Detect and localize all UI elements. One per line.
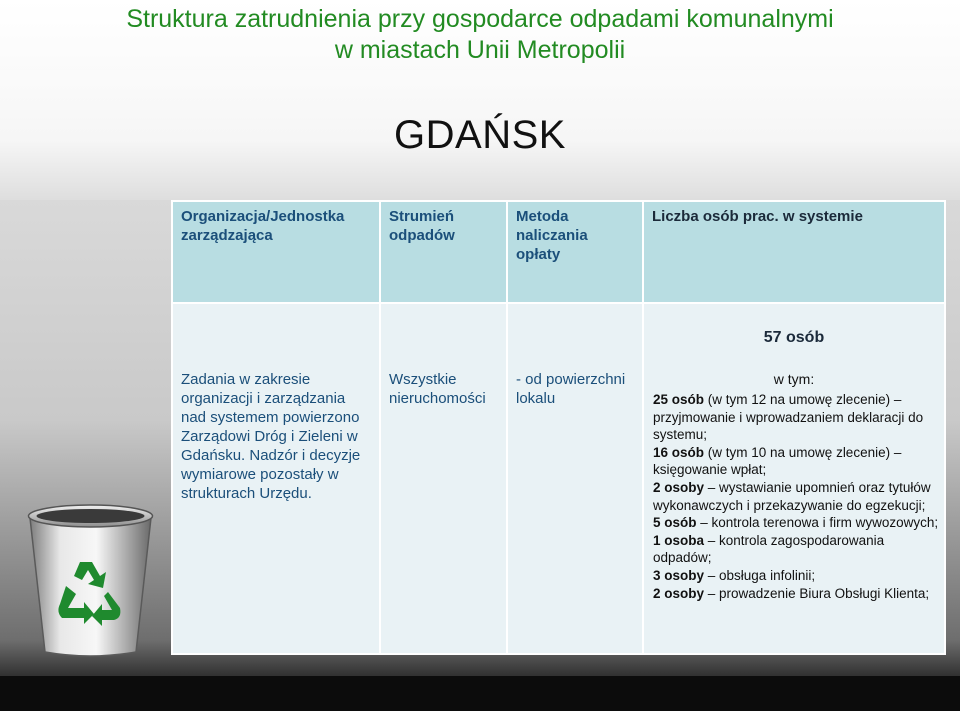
total-staff: 57 osób — [763, 329, 825, 346]
breakdown-item: 3 osoby – obsługa infolinii; — [653, 567, 816, 583]
cell-staff-count — [644, 304, 944, 653]
cell-organization: Zadania w zakresie organizacji i zarządzania nad systemem powierzono Zarządowi Dróg i Zieleni w Gdańsku. Nadzór i decyzje wymiarowe pozostały w strukturach Urzędu. — [173, 304, 379, 653]
column-header-stream: Strumień odpadów — [381, 202, 506, 302]
breakdown-item: 2 osoby – prowadzenie Biura Obsługi Klienta; — [653, 585, 930, 601]
breakdown-item: 2 osoby – wystawianie upomnień oraz tytułów wykonawczych i przekazywanie do egzekucji; — [653, 479, 931, 513]
employment-table — [171, 200, 946, 655]
cell-method: - od powierzchni lokalu — [508, 304, 642, 653]
column-header-staff-count: Liczba osób prac. w systemie — [644, 202, 944, 302]
bottom-band — [0, 676, 960, 711]
breakdown-item: 1 osoba – kontrola zagospodarowania odpadów; — [653, 532, 885, 566]
staff-breakdown — [644, 387, 944, 602]
column-header-method: Metoda naliczania opłaty — [508, 202, 642, 302]
column-header-organization: Organizacja/Jednostka zarządzająca — [173, 202, 379, 302]
breakdown-item: 16 osób (w tym 10 na umowę zlecenie) – księgowanie wpłat; — [653, 444, 902, 478]
recycle-bin-icon — [18, 500, 163, 660]
city-heading: GDAŃSK — [394, 113, 566, 157]
slide-title — [0, 4, 960, 66]
cell-stream: Wszystkie nieruchomości — [381, 304, 506, 653]
title-line-1: Struktura zatrudnienia przy gospodarce odpadami komunalnymi — [126, 5, 834, 33]
title-line-2: w miastach Unii Metropolii — [334, 36, 626, 64]
breakdown-item: 25 osób (w tym 12 na umowę zlecenie) – przyjmowanie i wprowadzaniem deklaracji do systemu; — [653, 392, 924, 443]
of-which-label: w tym: — [773, 371, 815, 387]
breakdown-item: 5 osób – kontrola terenowa i firm wywozowych; — [653, 515, 939, 531]
